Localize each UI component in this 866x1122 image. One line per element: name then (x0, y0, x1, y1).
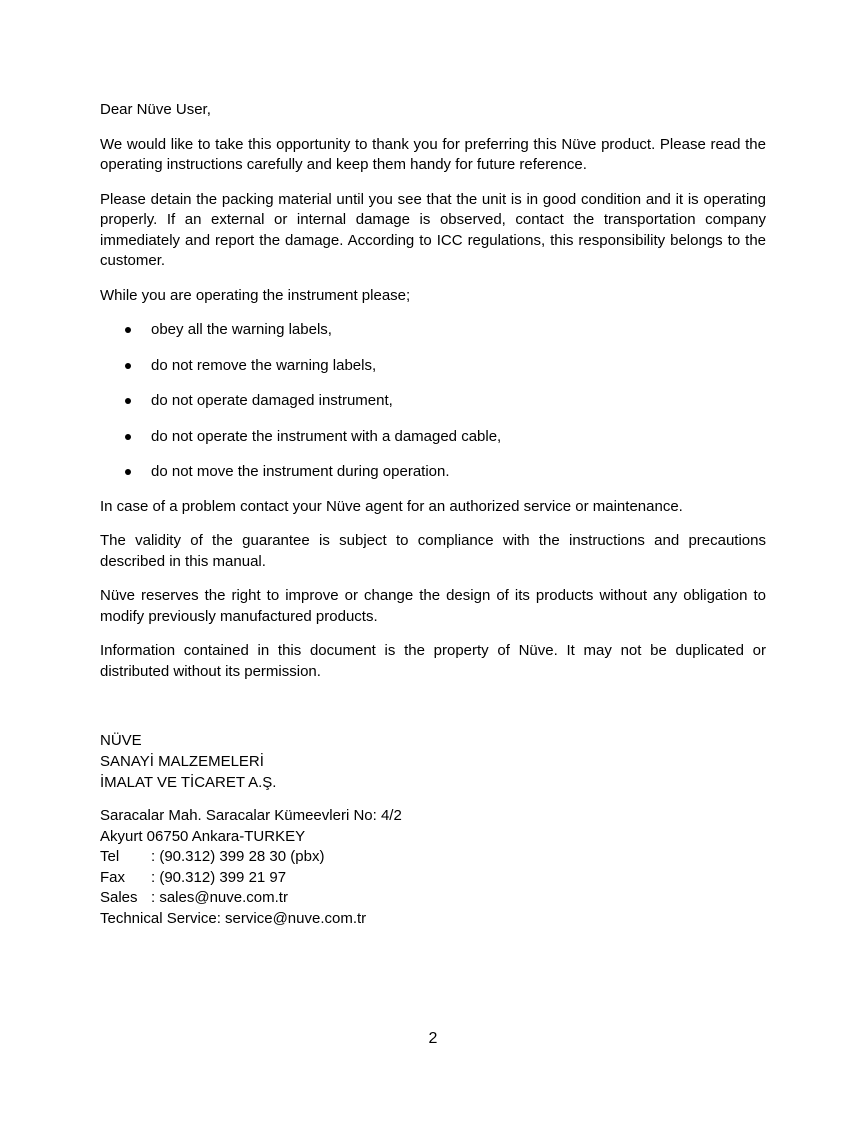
page-number: 2 (428, 1030, 438, 1047)
document-page (100, 100, 766, 930)
fax-value: : (90.312) 399 21 97 (151, 868, 287, 886)
tel-line (100, 847, 766, 868)
bullet-icon (125, 434, 131, 440)
sales-value: : sales@nuve.com.tr (151, 889, 288, 907)
list-item-text: do not move the instrument during operation. (151, 463, 450, 480)
fax-label: Fax (100, 868, 126, 886)
address-line: Akyurt 06750 Ankara-TURKEY (100, 827, 306, 845)
list-item-text: do not operate damaged instrument, (151, 392, 393, 409)
bullet-icon (125, 398, 131, 404)
warning-list (100, 320, 766, 483)
intro-paragraph-packing: Please detain the packing material until you see that the unit is in good condition and it is operating properly. If an external or internal damage is observed, contact the transportation company immediately and report the damage. According to ICC regulations, this responsibility belongs to the customer. (100, 190, 766, 269)
closing-paragraph-service: In case of a problem contact your Nüve agent for an authorized service or maintenance. (100, 497, 683, 515)
sales-label: Sales (100, 889, 138, 907)
address-line: Saracalar Mah. Saracalar Kümeevleri No: 4/2 (100, 807, 402, 824)
sales-line (100, 888, 766, 909)
contact-block (100, 806, 766, 930)
company-name-line: NÜVE (100, 732, 142, 749)
bullet-icon (125, 363, 131, 369)
company-name-block (100, 730, 766, 793)
intro-paragraph-operating: While you are operating the instrument please; (100, 286, 411, 304)
list-item (100, 462, 766, 483)
closing-paragraph-design: Nüve reserves the right to improve or change the design of its products without any obligation to modify previously manufactured products. (100, 587, 766, 625)
closing-paragraph-property: Information contained in this document is the property of Nüve. It may not be duplicated or distributed without its permission. (100, 642, 766, 680)
bullet-icon (125, 327, 131, 333)
tel-value: : (90.312) 399 28 30 (pbx) (151, 848, 325, 866)
fax-line (100, 868, 766, 889)
list-item (100, 391, 766, 412)
list-item (100, 320, 766, 341)
bullet-icon (125, 469, 131, 475)
list-item-text: do not operate the instrument with a damaged cable, (151, 427, 502, 445)
list-item (100, 356, 766, 377)
company-name-line: SANAYİ MALZEMELERİ (100, 753, 264, 770)
list-item (100, 427, 766, 448)
greeting: Dear Nüve User, (100, 101, 211, 118)
tel-label: Tel (100, 848, 120, 866)
intro-paragraph-thanks: We would like to take this opportunity to thank you for preferring this Nüve product. Please read the operating instructions carefully and keep them handy for future reference. (100, 135, 766, 173)
closing-paragraph-guarantee: The validity of the guarantee is subject to compliance with the instructions and precautions described in this manual. (100, 532, 766, 570)
company-name-line: İMALAT VE TİCARET A.Ş. (100, 774, 277, 791)
list-item-text: do not remove the warning labels, (151, 356, 377, 374)
technical-service-line: Technical Service: service@nuve.com.tr (100, 909, 367, 927)
list-item-text: obey all the warning labels, (151, 321, 332, 338)
